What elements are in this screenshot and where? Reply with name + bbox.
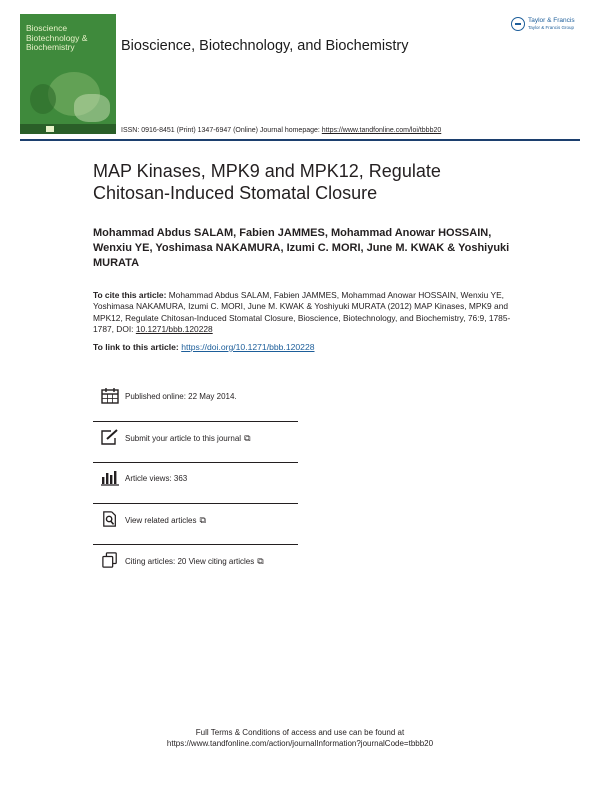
search-document-icon bbox=[101, 511, 119, 527]
article-doi-link[interactable]: https://doi.org/10.1271/bbb.120228 bbox=[181, 342, 315, 352]
issn-line bbox=[121, 127, 441, 134]
published-date: Published online: 22 May 2014. bbox=[125, 392, 237, 401]
issn-text: ISSN: 0916-8451 (Print) 1347-6947 (Online) Journal homepage: bbox=[121, 127, 322, 134]
journal-homepage-link[interactable]: https://www.tandfonline.com/loi/tbbb20 bbox=[321, 127, 442, 134]
submit-row[interactable] bbox=[93, 425, 298, 463]
views-row bbox=[93, 466, 298, 504]
journal-name: Bioscience, Biotechnology, and Biochemistry bbox=[121, 38, 409, 54]
citing-row[interactable] bbox=[93, 548, 298, 586]
terms-url[interactable]: https://www.tandfonline.com/action/journalInformation?journalCode=tbbb20 bbox=[166, 739, 434, 748]
row-divider bbox=[93, 421, 298, 422]
citing-icon bbox=[101, 552, 119, 568]
calendar-icon bbox=[101, 388, 119, 404]
terms-line: Full Terms & Conditions of access and use can be found at bbox=[195, 728, 405, 737]
cover-art bbox=[74, 94, 110, 122]
article-views: Article views: 363 bbox=[125, 474, 188, 483]
cover-art bbox=[30, 84, 56, 114]
article-link-label: To link to this article: bbox=[93, 342, 179, 352]
citation-block bbox=[93, 290, 513, 335]
citing-articles-link[interactable] bbox=[125, 556, 264, 567]
article-title: MAP Kinases, MPK9 and MPK12, Regulate Chitosan-Induced Stomatal Closure bbox=[93, 161, 441, 203]
submit-label: Submit your article to this journal bbox=[125, 434, 242, 443]
related-articles-link[interactable] bbox=[125, 515, 206, 526]
header-divider bbox=[20, 139, 580, 141]
citing-label: Citing articles: 20 View citing articles bbox=[125, 557, 255, 566]
cover-footer-band bbox=[20, 124, 116, 134]
cover-mark bbox=[46, 126, 54, 132]
row-divider bbox=[93, 503, 298, 504]
citation-doi-link[interactable]: 10.1271/bbb.120228 bbox=[135, 323, 213, 334]
row-divider bbox=[93, 544, 298, 545]
publisher-brand: Taylor & Francis bbox=[528, 17, 575, 24]
citation-text: Mohammad Abdus SALAM, Fabien JAMMES, Mohammad Anowar HOSSAIN, Wenxiu YE, Yoshimasa NAKAMURA, Izumi C. MORI, June M. KWAK & Yoshiyuki MURATA (2012) MAP Kinases, MPK9 and MPK12, Regulate Chitosan-Induced Stomatal Closure, Bioscience, Biotechnology, and Biochemistry, 76:9, 1785-1787, DOI: bbox=[93, 290, 511, 334]
row-divider bbox=[93, 462, 298, 463]
bar-chart-icon bbox=[101, 470, 119, 486]
article-link-line bbox=[93, 342, 315, 352]
article-authors: Mohammad Abdus SALAM, Fabien JAMMES, Mohammad Anowar HOSSAIN, Wenxiu YE, Yoshimasa NAKAMURA, Izumi C. MORI, June M. KWAK & Yoshiyuki MURATA bbox=[93, 227, 510, 269]
publisher-logo bbox=[511, 17, 583, 37]
related-row[interactable] bbox=[93, 507, 298, 545]
journal-cover bbox=[20, 14, 116, 134]
external-link-icon: ⧉ bbox=[257, 556, 264, 566]
edit-icon bbox=[101, 429, 119, 445]
terms-footer bbox=[0, 727, 600, 749]
related-label: View related articles bbox=[125, 516, 197, 525]
cover-title: Bioscience Biotechnology & Biochemistry bbox=[26, 23, 88, 52]
publisher-subbrand: Taylor & Francis Group bbox=[528, 25, 575, 30]
published-row bbox=[93, 384, 298, 422]
submit-link[interactable] bbox=[125, 433, 251, 444]
external-link-icon: ⧉ bbox=[244, 433, 251, 443]
external-link-icon: ⧉ bbox=[199, 515, 206, 525]
publisher-logo-icon bbox=[511, 17, 525, 31]
citation-label: To cite this article: bbox=[93, 290, 167, 300]
